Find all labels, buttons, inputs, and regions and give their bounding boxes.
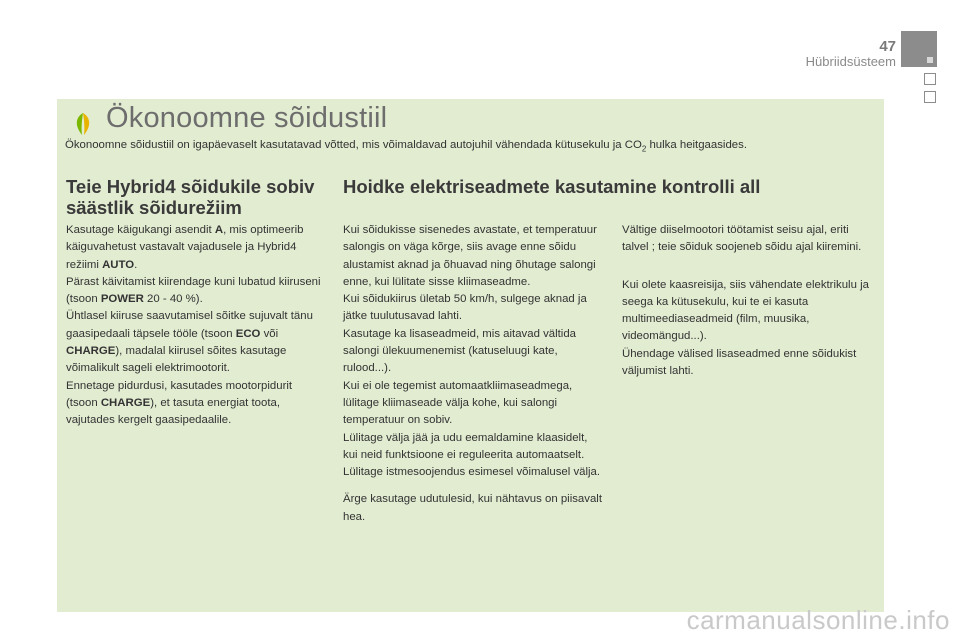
paragraph: Kui olete kaasreisija, siis vähendate elektrikulu ja seega ka kütusekulu, kui te ei kasuta multimeediaseadmeid (film, muusika, videomängud...). [622, 278, 869, 343]
right-section-heading: Hoidke elektriseadmete kasutamine kontrolli all [343, 176, 761, 197]
paragraph: Kasutage ka lisaseadmeid, mis aitavad vältida salongi ülekuumenemist (katuseluugi kate, rulood...). [343, 327, 577, 375]
middle-column [343, 222, 603, 526]
paragraph: Ühendage välised lisaseadmed enne sõidukist väljumist lahti. [622, 347, 857, 378]
paragraph: Lülitage välja jää ja udu eemaldamine klaasidelt, kui neid funktsioone ei reguleerita automaatselt. [343, 431, 588, 461]
paragraph: Lülitage istmesoojendus esimesel võimalusel välja. [343, 466, 601, 479]
nav-box-icon [924, 91, 936, 103]
page-number: 47 [879, 38, 896, 55]
paragraph: Pärast käivitamist kiirendage kuni lubatud kiiruseni (tsoon POWER 20 - 40 %). [66, 275, 321, 306]
paragraph: Vältige diiselmootori töötamist seisu ajal, eriti talvel ; teie sõiduk soojeneb sõidu ajal kiiremini. [622, 224, 862, 254]
paragraph: Ärge kasutage udutulesid, kui nähtavus on piisavalt hea. [343, 493, 602, 523]
paragraph: Kui ei ole tegemist automaatkliimaseadmega, lülitage kliimaseade välja kohe, kui salongi temperatuur on sobiv. [343, 379, 573, 427]
corner-marker-inner [927, 57, 933, 63]
left-section-heading: Teie Hybrid4 sõidukile sobiv säästlik sõidurežiim [66, 176, 315, 218]
intro-text: Ökonoomne sõidustiil on igapäevaselt kasutatavad võtted, mis võimaldavad autojuhil vähendada kütusekulu ja $CO_2$ hulka heitgaasides. [65, 139, 747, 154]
page-corner-marker [901, 31, 937, 67]
paragraph: Ennetage pidurdusi, kasutades mootorpidurit (tsoon CHARGE), et tasuta energiat toota, vajutades kergelt gaasipedaalile. [66, 379, 293, 427]
section-name: Hübriidsüsteem [805, 54, 896, 69]
leaf-icon [72, 111, 94, 137]
paragraph: Kui sõidukisse sisenedes avastate, et temperatuur salongis on väga kõrge, siis avage enne sõidu alustamist aknad ja õhuavad ning õhutage salongi enne, kui lülitate sisse kliimaseadme. [343, 224, 597, 288]
watermark: carmanualsonline.info [686, 605, 950, 635]
page-title: Ökonoomne sõidustiil [106, 102, 388, 134]
right-column [622, 222, 872, 380]
paragraph: Ühtlasel kiiruse saavutamisel sõitke sujuvalt tänu gaasipedaali täpsele tööle (tsoon ECO või CHARGE), madalal kiirusel sõites kasutage võimalikult sageli elektrimootorit. [66, 310, 313, 375]
paragraph: Kui sõidukiirus ületab 50 km/h, sulgege aknad ja jätke tuulutusavad lahti. [343, 293, 587, 323]
left-column [66, 222, 326, 430]
paragraph: Kasutage käigukangi asendit A, mis optimeerib käiguvahetust vastavalt vajadusele ja Hybrid4 režiimi AUTO. [66, 224, 304, 271]
nav-box-icon [924, 73, 936, 85]
